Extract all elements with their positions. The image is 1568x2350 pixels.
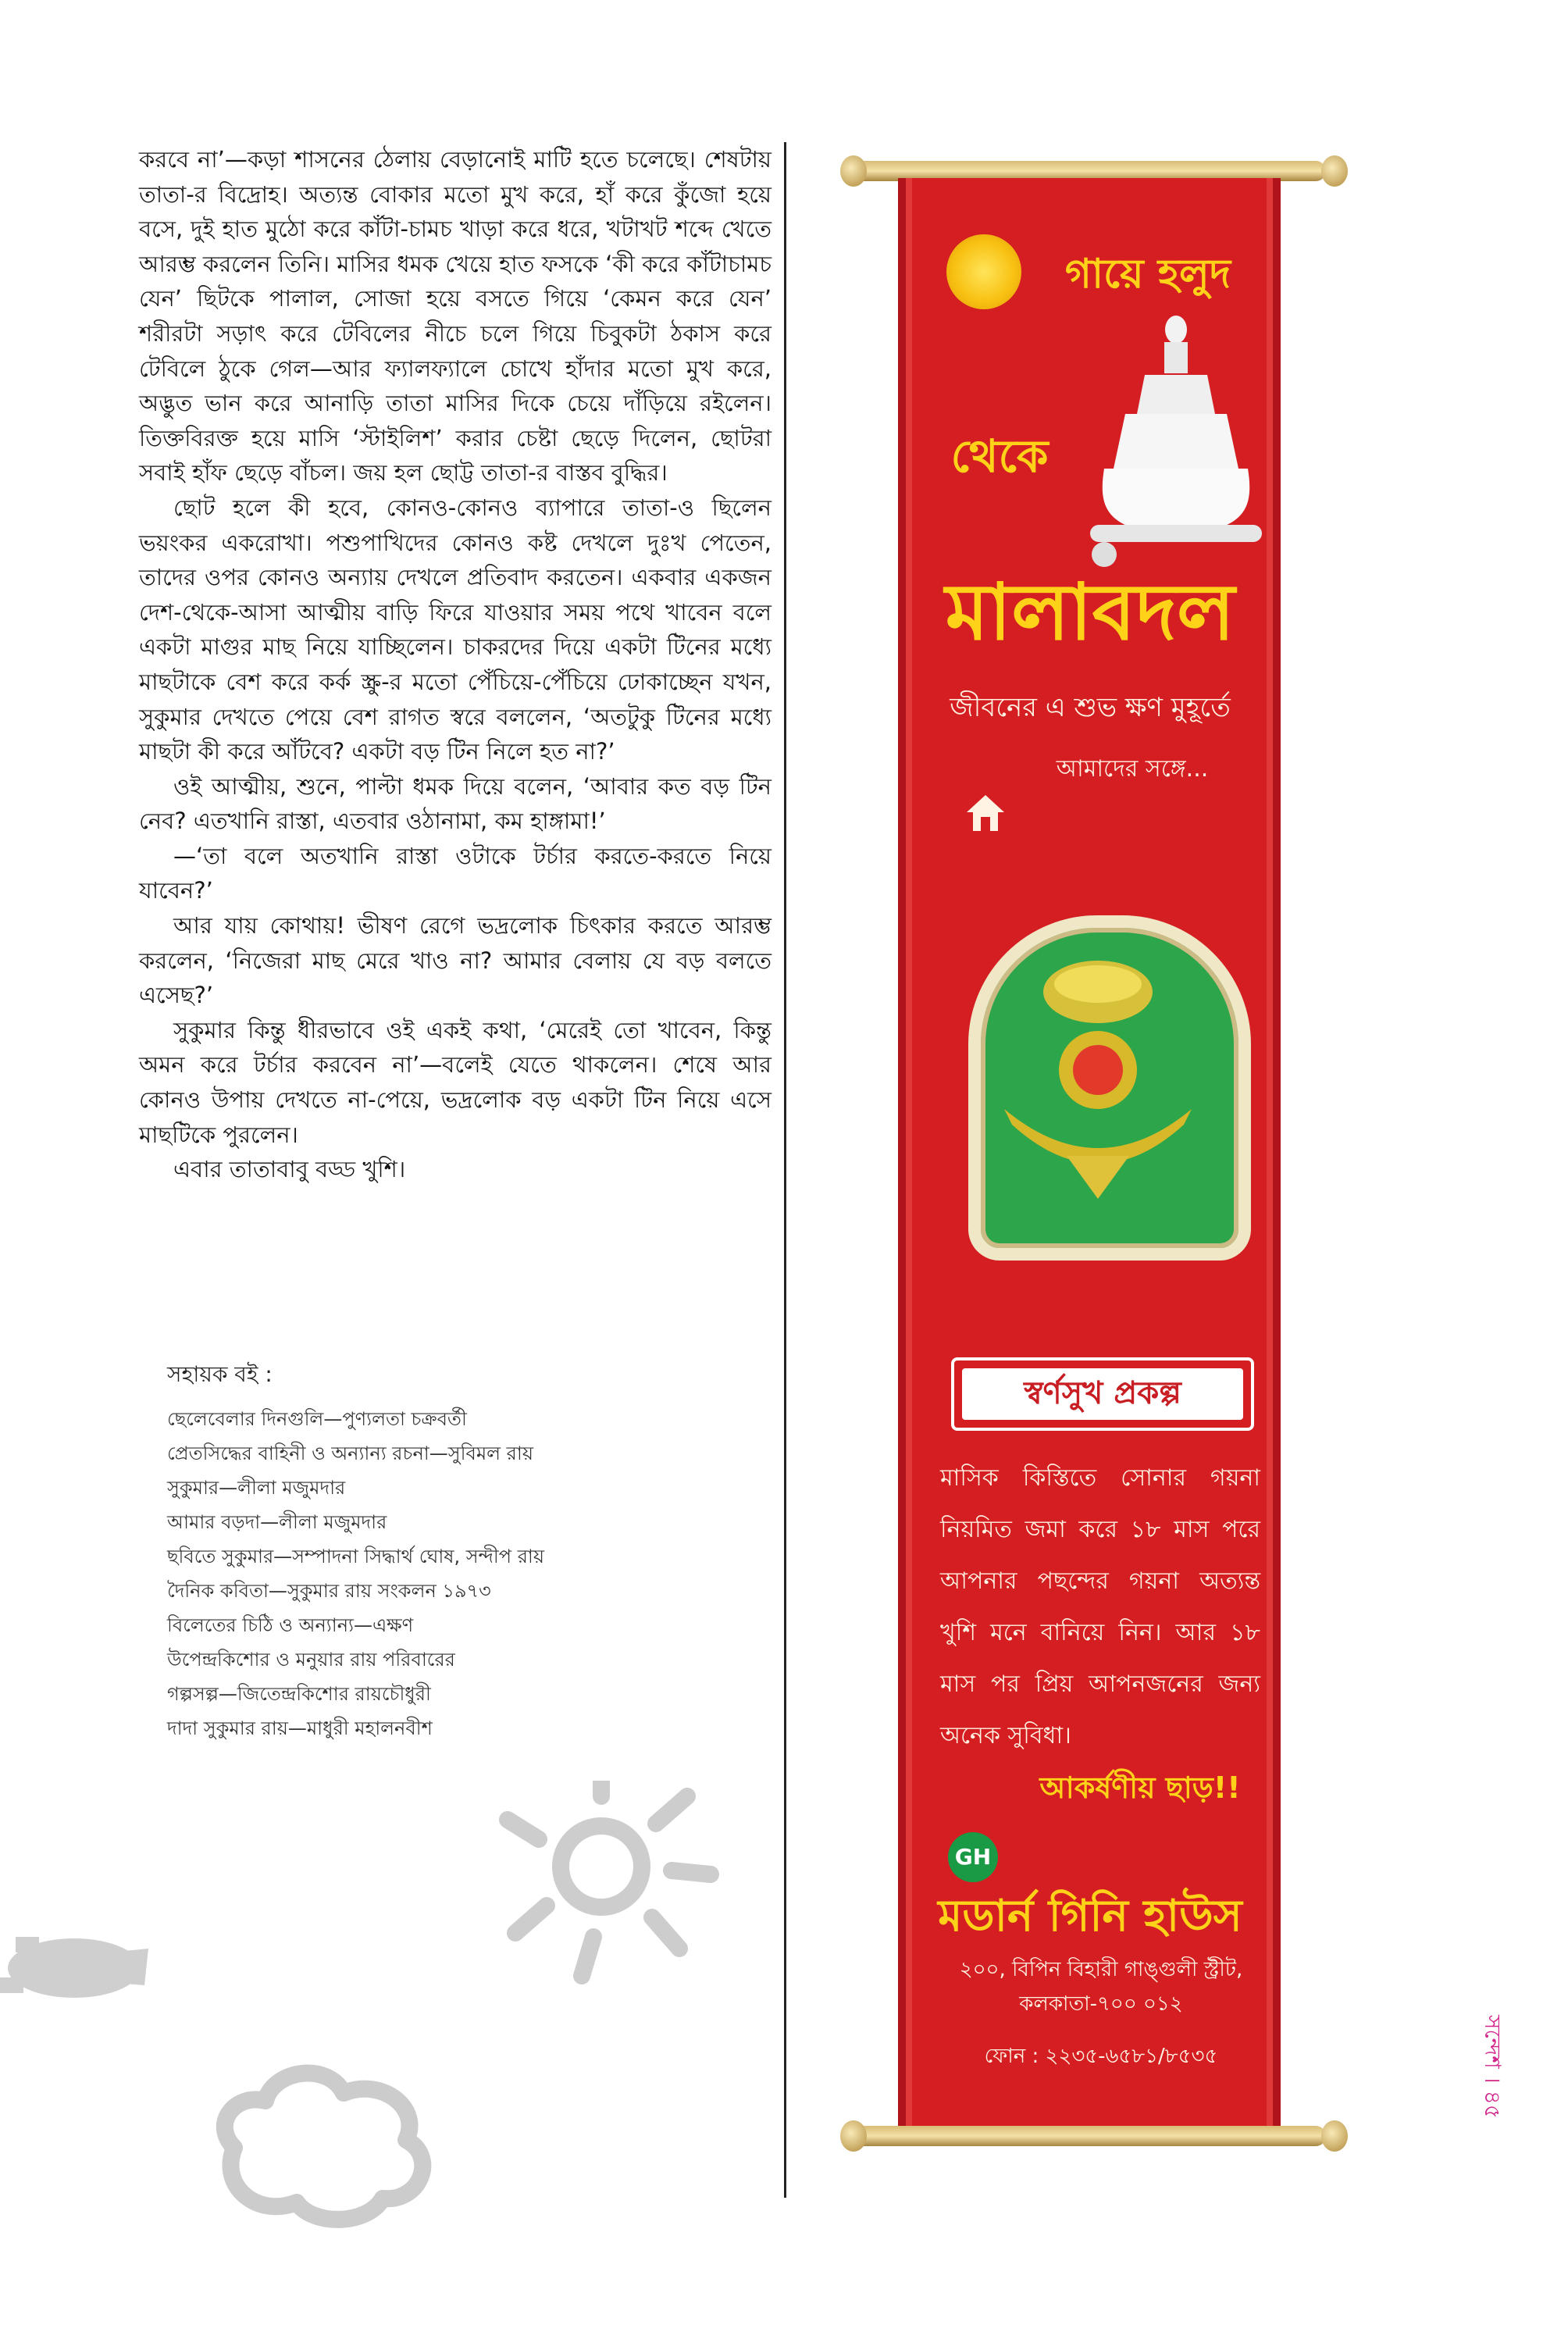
article-paragraph: —‘তা বলে অতখানি রাস্তা ওটাকে টর্চার করতে-করতে নিয়ে যাবেন?’ [139, 842, 772, 904]
cloud-doodle-icon [225, 2074, 422, 2220]
ad-phone: ফোন : ২২৩৫-৬৫৮১/৮৫৩৫ [984, 2045, 1218, 2068]
ad-closing: আকর্ষণীয় ছাড়!! [1039, 1771, 1241, 1805]
rocket-doodle-icon [0, 1937, 148, 1998]
rod-knob-icon [1321, 155, 1348, 187]
article-paragraph: এবার তাতাবাবু বড্ড খুশি। [173, 1156, 406, 1183]
page-number: ৪৫ [1480, 2090, 1506, 2119]
article-paragraph: সুকুমার কিন্তু ধীরভাবে ওই একই কথা, ‘মেরেই তো খাবেন, কিন্তু অমন করে টর্চার করবেন না’—বলেই যেতে থাকলেন। শেষে আর কোনও উপায় দেখতে না-পেয়ে, ভদ্রলোক বড় একটা টিন নিয়ে এসে মাছটিকে পুরলেন। [139, 1016, 772, 1148]
ad-tagline-top: গায়ে হলুদ [1064, 251, 1231, 298]
references [167, 1357, 651, 1746]
marigold-icon [946, 234, 1021, 309]
article-paragraph: আর যায় কোথায়! ভীষণ রেগে ভদ্রলোক চিৎকার করতে আরম্ভ করলেন, ‘নিজেরা মাছ মেরে খাও না? আমার বেলায় যে বড় বলতে এসেছ?’ [139, 912, 772, 1009]
reference-item: আমার বড়দা—লীলা মজুমদার [167, 1511, 387, 1533]
scroll-rod-bottom [853, 2126, 1326, 2146]
reference-item: গল্পসল্প—জিতেন্দ্রকিশোর রায়চৌধুরী [167, 1683, 431, 1705]
article-paragraph: ছোট হলে কী হবে, কোনও-কোনও ব্যাপারে তাতা-ও ছিলেন ভয়ংকর একরোখা। পশুপাখিদের কোনও কষ্ট দেখলে দুঃখ পেতেন, তাদের ওপর কোনও অন্যায় দেখলে প্রতিবাদ করতেন। একবার একজন দেশ-থেকে-আসা আত্মীয় বাড়ি ফিরে যাওয়ার সময় পথে খাবেন বলে একটা মাগুর মাছ নিয়ে যাচ্ছিলেন। চাকরদের দিয়ে একটা টিনের মধ্যে মাছটাকে বেশ করে কর্ক স্ক্রু-র মতো পেঁচিয়ে-পেঁচিয়ে ঢোকাচ্ছেন যখন, সুকুমার দেখতে পেয়ে বেশ রাগত স্বরে বললেন, ‘অতটুকু টিনের মধ্যে মাছটা কী করে আঁটবে? একটা বড় টিন নিলে হত না?’ [139, 494, 772, 765]
footer-separator: । [1480, 2075, 1506, 2084]
rod-knob-icon [1321, 2120, 1348, 2152]
sun-doodle-icon [508, 1781, 711, 1976]
scheme-label-box [951, 1357, 1254, 1431]
house-icon [962, 789, 1009, 836]
reference-item: সুকুমার—লীলা মজুমদার [167, 1477, 346, 1499]
brand-logo-icon: GH [948, 1832, 998, 1882]
reference-item: বিলেতের চিঠি ও অন্যান্য—এক্ষণ [167, 1614, 414, 1636]
ad-body: মাসিক কিস্তিতে সোনার গয়না নিয়মিত জমা করে ১৮ মাস পরে আপনার পছন্দের গয়না অত্যন্ত খুশি মনে বানিয়ে নিন। আর ১৮ মাস পর প্রিয় আপনজনের জন্য অনেক সুবিধা। [940, 1464, 1260, 1749]
ad-tagline-from: থেকে [950, 430, 1049, 483]
reference-item: দাদা সুকুমার রায়—মাধুরী মহালনবীশ [167, 1717, 433, 1739]
reference-item: ছবিতে সুকুমার—সম্পাদনা সিদ্ধার্থ ঘোষ, সন্দীপ রায় [167, 1546, 544, 1567]
page-footer [1474, 2015, 1510, 2226]
rod-knob-icon [840, 155, 867, 187]
ad-headline: মালাবদল [945, 566, 1235, 658]
rod-knob-icon [840, 2120, 867, 2152]
article-body [139, 142, 772, 1187]
reference-item: উপেন্দ্রকিশোর ও মনুয়ার রায় পরিবারের [167, 1649, 455, 1671]
ad-scheme: স্বর্ণসুখ প্রকল্প [962, 1368, 1243, 1420]
references-list [167, 1402, 651, 1746]
reference-item: প্রেতসিদ্ধের বাহিনী ও অন্যান্য রচনা—সুবিমল রায় [167, 1442, 533, 1464]
reference-item: ছেলেবেলার দিনগুলি—পুণ্যলতা চক্রবর্তী [167, 1408, 467, 1430]
decorative-doodles [0, 1781, 781, 2265]
references-title: সহায়ক বই : [167, 1361, 273, 1387]
jewellery-icon [981, 929, 1215, 1226]
column-divider [784, 142, 786, 2198]
ad-subline-2: আমাদের সঙ্গে... [1056, 755, 1209, 783]
ad-brand: মডার্ন গিনি হাউস [938, 1891, 1242, 1942]
ad-subline-1: জীবনের এ শুভ ক্ষণ মুহূর্তে [950, 692, 1231, 723]
ad-address: ২০০, বিপিন বিহারী গাঙ্গুলী স্ট্রীট, কলকাতা-৭০০ ০১২ [959, 1958, 1243, 2016]
article-paragraph: করবে না’—কড়া শাসনের ঠেলায় বেড়ানোই মাটি হতে চলেছে। শেষটায় তাতা-র বিদ্রোহ। অত্যন্ত বোকার মতো মুখ করে, হাঁ করে কুঁজো হয়ে বসে, দুই হাত মুঠো করে কাঁটা-চামচ খাড়া করে ধরে, খটাখট শব্দে খেতে আরম্ভ করলেন তিনি। মাসির ধমক খেয়ে হাত ফসকে ‘কী করে কাঁটাচামচ যেন’ ছিটকে পালাল, সোজা হয়ে বসতে গিয়ে ‘কেমন করে যেন’ শরীরটা সড়াৎ করে টেবিলের নীচে চলে গিয়ে চিবুকটা ঠকাস করে টেবিলে ঠুকে গেল—আর ফ্যালফ্যালে চোখে হাঁদার মতো মুখ করে, অদ্ভুত ভান করে আনাড়ি তাতা মাসির দিকে চেয়ে দাঁড়িয়ে রইলেন। তিক্তবিরক্ত হয়ে মাসি ‘স্টাইলিশ’ করার চেষ্টা ছেড়ে দিলেন, ছোটরা সবাই হাঁফ ছেড়ে বাঁচল। জয় হল ছোট্ট তাতা-র বাস্তব বুদ্ধির। [139, 146, 772, 487]
reference-item: দৈনিক কবিতা—সুকুমার রায় সংকলন ১৯৭৩ [167, 1580, 491, 1602]
magazine-name: সন্দেশ [1480, 2015, 1506, 2069]
article-paragraph: ওই আত্মীয়, শুনে, পাল্টা ধমক দিয়ে বলেন, ‘আবার কত বড় টিন নেব? এতখানি রাস্তা, এতবার ওঠানামা, কম হাঙ্গামা!’ [139, 772, 772, 835]
crown-topor-icon [1090, 312, 1262, 570]
footer-text [1474, 2015, 1510, 2226]
